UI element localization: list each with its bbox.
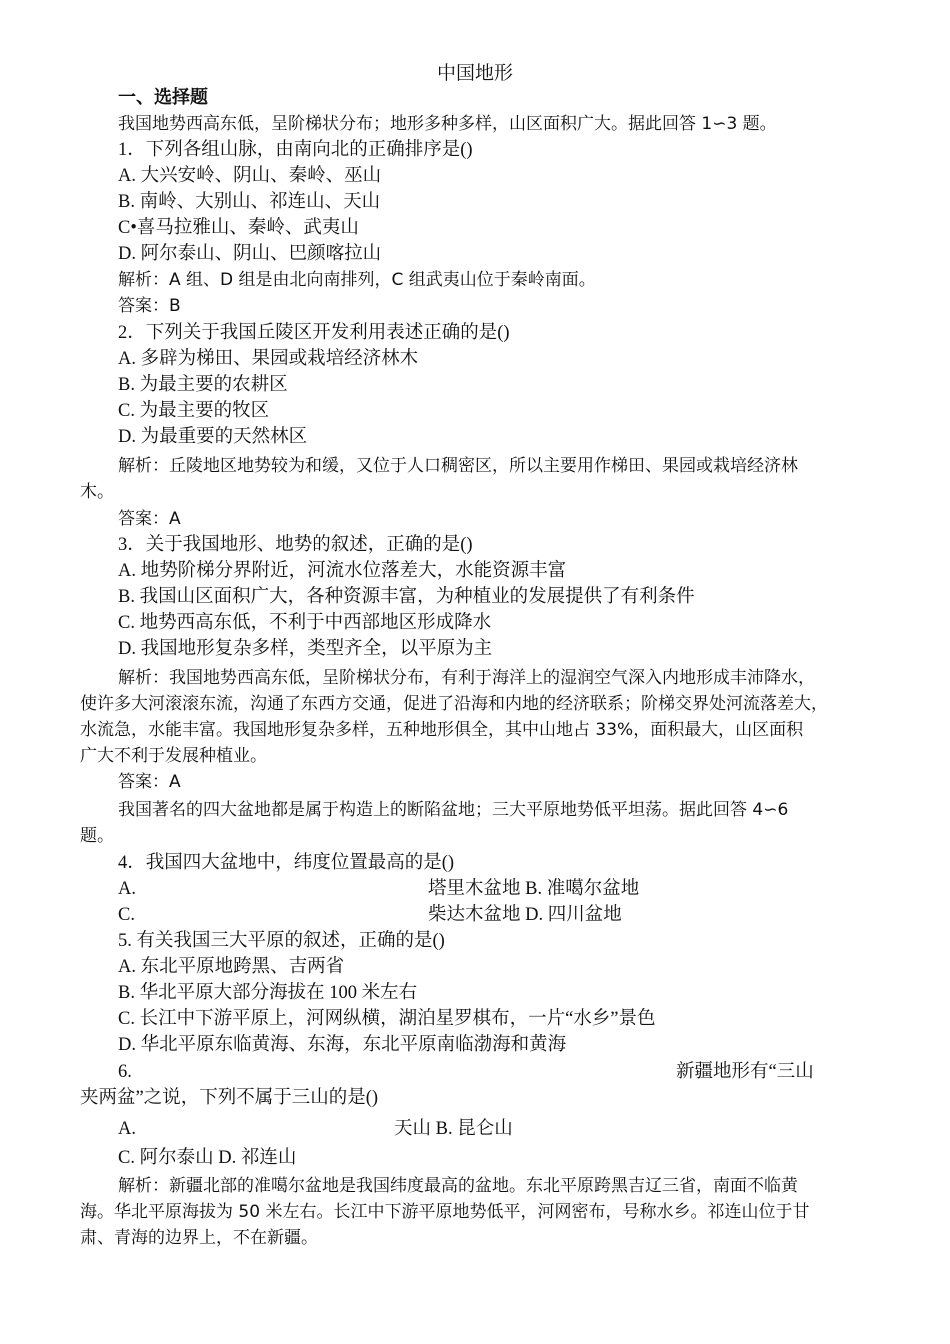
intro-4-6-line-2: 题。 (80, 826, 114, 846)
page-title: 中国地形 (436, 63, 513, 84)
q4-6-analysis-line-1: 解析：新疆北部的准噶尔盆地是我国纬度最高的盆地。东北平原跨黑吉辽三省，南面不临黄 (118, 1176, 798, 1196)
section-heading: 一、选择题 (118, 87, 208, 108)
q2-option-a: A. 多辟为梯田、果园或栽培经济林木 (118, 349, 419, 369)
q3-analysis-line-4: 广大不利于发展种植业。 (80, 746, 267, 766)
q5-option-a: A. 东北平原地跨黑、吉两省 (118, 957, 345, 977)
q4-options-c-d: 柴达木盆地 D. 四川盆地 (428, 905, 622, 925)
q4-option-c-label: C. (118, 905, 135, 925)
q3-option-d: D. 我国地形复杂多样，类型齐全，以平原为主 (118, 639, 493, 659)
q6-stem-part-1: 新疆地形有“三山 (676, 1062, 814, 1082)
q4-options-a-b: 塔里木盆地 B. 准噶尔盆地 (428, 879, 640, 899)
q6-stem-part-2: 夹两盆”之说，下列不属于三山的是() (80, 1088, 379, 1108)
q3-analysis-line-3: 水流急，水能丰富。我国地形复杂多样，五种地形俱全，其中山地占 33%，面积最大，山区面积 (80, 720, 804, 740)
q1-option-d: D. 阿尔泰山、阴山、巴颜喀拉山 (118, 244, 382, 264)
q3-option-b: B. 我国山区面积广大，各种资源丰富，为种植业的发展提供了有利条件 (118, 587, 695, 607)
q1-stem: 1．下列各组山脉，由南向北的正确排序是() (118, 140, 473, 160)
q1-option-b: B. 南岭、大别山、祁连山、天山 (118, 192, 381, 212)
q1-option-c: C•喜马拉雅山、秦岭、武夷山 (118, 218, 359, 238)
q3-analysis-line-2: 使许多大河滚滚东流，沟通了东西方交通，促进了沿海和内地的经济联系；阶梯交界处河流落差大， (80, 694, 828, 714)
q5-option-b: B. 华北平原大部分海拔在 100 米左右 (118, 983, 418, 1003)
q3-answer: 答案：A (118, 772, 181, 792)
q1-answer: 答案：B (118, 296, 181, 316)
q6-options-a-b: 天山 B. 昆仑山 (394, 1119, 513, 1139)
q4-6-analysis-line-2: 海。华北平原海拔为 50 米左右。长江中下游平原地势低平，河网密布，号称水乡。祁连山位于甘 (80, 1202, 810, 1222)
q3-analysis-line-1: 解析：我国地势西高东低，呈阶梯状分布，有利于海洋上的湿润空气深入内地形成丰沛降水， (118, 668, 815, 688)
q2-option-c: C. 为最主要的牧区 (118, 401, 270, 421)
q4-option-a-label: A. (118, 879, 136, 899)
q5-stem: 5. 有关我国三大平原的叙述，正确的是() (118, 931, 445, 951)
q3-stem: 3．关于我国地形、地势的叙述，正确的是() (118, 535, 473, 555)
q6-option-a-label: A. (118, 1119, 136, 1139)
q2-option-d: D. 为最重要的天然林区 (118, 427, 308, 447)
q5-option-d: D. 华北平原东临黄海、东海，东北平原南临渤海和黄海 (118, 1035, 567, 1055)
q2-stem: 2．下列关于我国丘陵区开发利用表述正确的是() (118, 323, 510, 343)
q1-option-a: A. 大兴安岭、阴山、秦岭、巫山 (118, 166, 382, 186)
q4-6-analysis-line-3: 肃、青海的边界上，不在新疆。 (80, 1228, 318, 1248)
q3-option-a: A. 地势阶梯分界附近，河流水位落差大，水能资源丰富 (118, 561, 567, 581)
q3-option-c: C. 地势西高东低，不利于中西部地区形成降水 (118, 613, 492, 633)
q2-analysis-line-2: 木。 (80, 482, 114, 502)
q5-option-c: C. 长江中下游平原上，河网纵横，湖泊星罗棋布，一片“水乡”景色 (118, 1009, 656, 1029)
q6-number: 6. (118, 1062, 132, 1082)
intro-1-3: 我国地势西高东低，呈阶梯状分布；地形多种多样，山区面积广大。据此回答 1∽3 题。 (118, 114, 777, 134)
q2-analysis-line-1: 解析：丘陵地区地势较为和缓，又位于人口稠密区，所以主要用作梯田、果园或栽培经济林 (118, 456, 798, 476)
intro-4-6-line-1: 我国著名的四大盆地都是属于构造上的断陷盆地；三大平原地势低平坦荡。据此回答 4∽6 (118, 800, 789, 820)
q6-options-c-d: C. 阿尔泰山 D. 祁连山 (118, 1148, 297, 1168)
q2-answer: 答案：A (118, 509, 181, 529)
q2-option-b: B. 为最主要的农耕区 (118, 375, 288, 395)
q1-analysis: 解析：A 组、D 组是由北向南排列，C 组武夷山位于秦岭南面。 (118, 270, 596, 290)
q4-stem: 4．我国四大盆地中，纬度位置最高的是() (118, 853, 455, 873)
